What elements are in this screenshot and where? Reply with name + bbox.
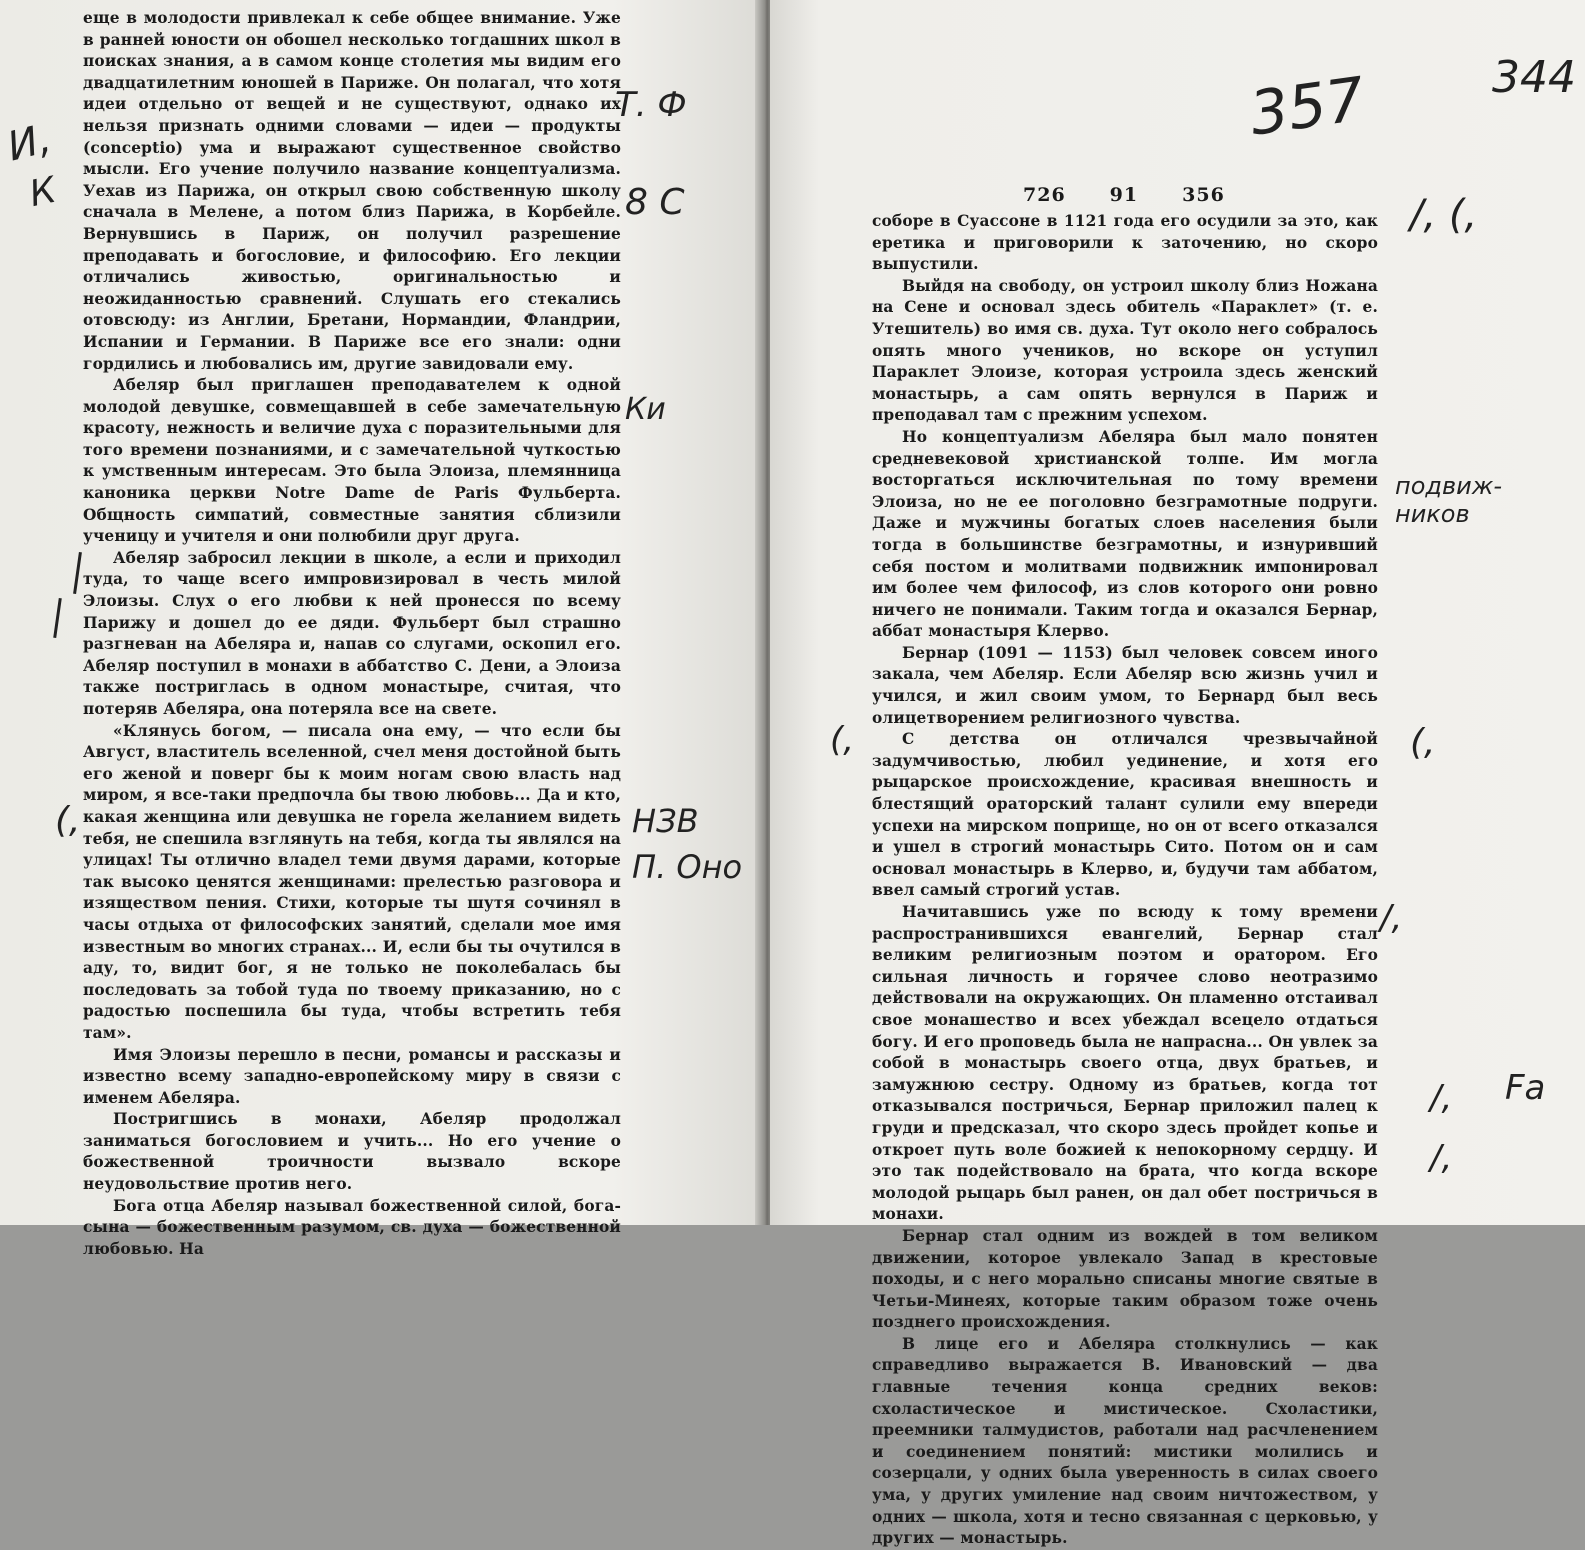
- header-number: 91: [1109, 184, 1139, 206]
- paragraph: Бога отца Абеляр называл божественной силой, бога-сына — божественным разумом, св. духа — божественной любовью. На: [83, 1196, 621, 1258]
- margin-note: 344: [1492, 52, 1576, 103]
- paragraph: Но концептуализм Абеляра был мало понятен средневековой христианской толпе. Им могла восторгаться исключительная по тому времени Элоиза, но не ее поголовно безграмотные подруги. Даже и мужчины богатых слоев населения были тогда в большинстве безграмотны, и изнуривший себя постом и молитвами подвижник импонировал им более чем философ, из слов которого они ровно ничего не понимали. Таким тогда и оказался Бернар, аббат монастыря Клерво.: [872, 427, 1378, 641]
- paragraph: Имя Элоизы перешло в песни, романсы и рассказы и известно всему западно-европейскому миру в связи с именем Абеляра.: [83, 1045, 621, 1107]
- paragraph: Бернар стал одним из вождей в том великом движении, которое увлекало Запад в крестовые походы, и с него морально списаны многие святые в Четьи-Минеях, которые таким образом тоже очень позднего происхождения.: [872, 1226, 1378, 1332]
- paragraph: соборе в Суассоне в 1121 года его осудили за это, как еретика и приговорили к заточению, но скоро выпустили.: [872, 212, 1378, 274]
- margin-note: П. Оно: [632, 848, 743, 886]
- margin-tick: [73, 552, 82, 594]
- paragraph: С детства он отличался чрезвычайной задумчивостью, любил уединение, и хотя его рыцарское происхождение, красивая внешность и блестящий ораторский талант сулили ему впереди успехи на мирском поприще, но он от всего отказался и ушел в строгий монастырь Сито. Потом он и сам основал монастырь в Клерво, и, будучи там аббатом, ввел самый строгий устав.: [872, 730, 1378, 900]
- margin-note: К: [26, 169, 60, 216]
- margin-note: (,: [830, 720, 855, 760]
- margin-note: (,: [55, 800, 81, 841]
- margin-note: Т. Ф: [615, 85, 687, 125]
- margin-note: 8 С: [625, 182, 685, 223]
- margin-note: /,: [1430, 1138, 1453, 1178]
- margin-note: (,: [1410, 722, 1436, 763]
- left-page: [0, 0, 765, 1258]
- page-header-numbers: [1023, 184, 1269, 206]
- paragraph: еще в молодости привлекал к себе общее внимание. Уже в ранней юности он обошел несколько тогдашних школ в поисках знания, а в самом конце столетия мы видим его двадцатилетним юношей в Париже. Он полагал, что хотя идеи отдельно от вещей и не существуют, однако их нельзя признать одними словами — идеи — продукты (conceptio) ума и выражают существенное свойство мысли. Его учение получило название концептуализма. Уехав из Парижа, он открыл свою собственную школу сначала в Мелене, а потом близ Парижа, в Корбейле. Вернувшись в Париж, он получил разрешение преподавать и богословие, и философию. Его лекции отличались живостью, оригинальностью и неожиданностью сравнений. Слушать его стекались отовсюду: из Англии, Бретани, Нормандии, Фландрии, Испании и Германии. В Париже все его знали: одни гордились и любовались им, другие завидовали ему.: [83, 9, 621, 373]
- margin-tick: [53, 598, 62, 638]
- paragraph: Начитавшись уже по всюду к тому времени распространившихся евангелий, Бернар стал великим религиозным поэтом и оратором. Его сильная личность и горячее слово неотразимо действовали на окружающих. Он пламенно отстаивал свое монашество и всех убеждал всецело отдаться богу. И его проповедь была не напрасна... Он увлек за собой в монастырь своего отца, двух братьев, и замужнюю сестру. Одному из братьев, когда тот отказывался постричься, Бернар приложил палец к груди и предсказал, что скоро здесь пройдет копье и откроет путь воле божией к непокорному сердцу. И это так подействовало на брата, что когда вскоре молодой рыцарь был ранен, он дал обет постричься в монахи.: [872, 903, 1378, 1224]
- margin-note: И,: [3, 115, 56, 171]
- left-page-text: [83, 8, 621, 1260]
- margin-note: подвиж- ников: [1395, 472, 1502, 528]
- paragraph: Постригшись в монахи, Абеляр продолжал заниматься богословием и учить... Но его учение о божественной троичности вызвало вскоре неудовольствие против него.: [83, 1110, 621, 1194]
- right-page-text: [872, 211, 1378, 1550]
- margin-note: НЗВ: [632, 802, 699, 840]
- margin-note: /, (,: [1410, 192, 1478, 238]
- paragraph: Абеляр забросил лекции в школе, а если и приходил туда, то чаще всего импровизировал в честь милой Элоизы. Слух о его любви к ней пронесся по всему Парижу и дошел до ее дяди. Фульберт был страшно разгневан на Абеляра и, напав со слугами, оскопил его. Абеляр поступил в монахи в аббатство С. Дени, а Элоиза также постриглась в одном монастыре, считая, что потеряв Абеляра, она потеряла все на свете.: [83, 548, 621, 718]
- margin-note: /,: [1380, 898, 1403, 938]
- header-number: 726: [1023, 184, 1066, 206]
- paragraph: Бернар (1091 — 1153) был человек совсем иного закала, чем Абеляр. Если Абеляр всю жизнь учил и учился, и жил своим умом, то Бернард был весь олицетворением религиозного чувства.: [872, 643, 1378, 727]
- paragraph: «Клянусь богом, — писала она ему, — что если бы Август, властитель вселенной, счел меня достойной быть его женой и поверг бы к моим ногам свою власть над миром, я все-таки предпочла бы твою любовь... Да и кто, какая женщина или девушка не горела желанием видеть тебя, не спешила взглянуть на тебя, когда ты являлся на улицах! Ты отлично владел теми двумя дарами, которые так высоко ценятся женщинами: прелестью разговора и изяществом пения. Стихи, которые ты шутя сочинял в часы отдыха от философских занятий, сделали мое имя известным во многих странах... И, если бы ты очутился в аду, то, видит бог, я не только не поколебалась бы последовать за тобой туда по твоему приказанию, но с радостью поспешила бы туда, чтобы встретить тебя там».: [83, 721, 621, 1042]
- paragraph: Выйдя на свободу, он устроил школу близ Ножана на Сене и основал здесь обитель «Параклет» (т. е. Утешитель) во имя св. духа. Тут около него собралось опять много учеников, но вскоре он уступил Параклет Элоизе, которая устроила здесь женский монастырь, а сам опять вернулся в Париж и преподавал там с прежним успехом.: [872, 276, 1378, 425]
- header-number: 356: [1182, 184, 1225, 206]
- paragraph: Абеляр был приглашен преподавателем к одной молодой девушке, совмещавшей в себе замечательную красоту, нежность и величие духа с поразительными для того времени познаниями, и с замечательной чуткостью к умственным интересам. Это была Элоиза, племянница каноника церкви Notre Dame de Paris Фульберта. Общность симпатий, совместные занятия сблизили ученицу и учителя и они полюбили друг друга.: [83, 376, 621, 546]
- margin-note: Ки: [625, 392, 666, 427]
- paragraph: В лице его и Абеляра столкнулись — как справедливо выражается В. Ивановский — два главные течения конца средних веков: схоластическое и мистическое. Схоластики, преемники талмудистов, работали над расчленением и соединением понятий: мистики молились и созерцали, у одних была уверенность в силах своего ума, у других умиление над своим ничтожеством, у одних — школа, хотя и тесно связанная с церковью, у других — монастырь.: [872, 1334, 1378, 1548]
- margin-note: /,: [1430, 1078, 1453, 1118]
- margin-note: Fa: [1505, 1068, 1546, 1108]
- margin-note: 357: [1245, 64, 1369, 150]
